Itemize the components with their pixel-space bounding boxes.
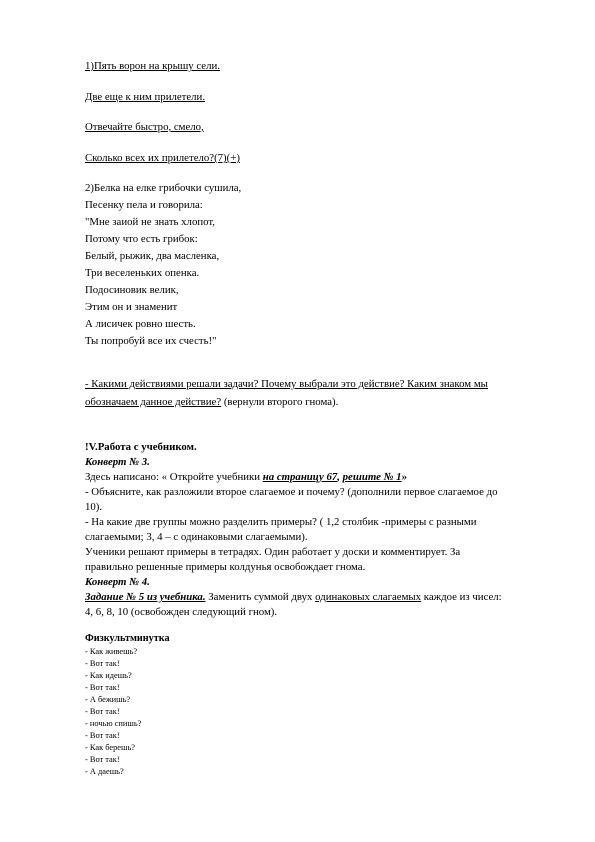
- fizminutka-line-4: - Вот так!: [85, 683, 120, 692]
- written-prefix: Здесь написано: « Откройте учебники: [85, 471, 263, 483]
- poem2-line-4: Потому что есть грибок:: [85, 233, 198, 245]
- task-text-1: Заменить суммой двух: [205, 591, 316, 603]
- fizminutka-line-10: - Вот так!: [85, 755, 120, 764]
- poem2-line-7: Подосиновик велик,: [85, 284, 179, 296]
- poem2-line-9: А лисичек ровно шесть.: [85, 318, 196, 330]
- task-text-2: каждое из чисел:: [421, 591, 502, 603]
- envelope-3-label: Конверт № 3.: [85, 456, 150, 468]
- q2-line-2: слагаемыми; 3, 4 – с одинаковыми слагаемыми).: [85, 531, 308, 543]
- poem1-line-4: Сколько всех их прилетело?(7)(+): [85, 152, 240, 164]
- poem2-line-3: "Мне заиой не знать хлопот,: [85, 216, 215, 228]
- section-heading: !V.Работа с учебником.: [85, 441, 197, 453]
- envelope-4-label: Конверт № 4.: [85, 576, 150, 588]
- question-line-1: - Какими действиями решали задачи? Почему выбрали это действие? Каким знаком мы: [85, 378, 488, 390]
- written-line: [85, 471, 407, 484]
- q1-line-1: - Объясните, как разложили второе слагаемое и почему? (дополнили первое слагаемое до: [85, 486, 498, 498]
- poem1-line-1: 1)Пять ворон на крышу сели.: [85, 60, 220, 72]
- written-comma: ,: [337, 471, 343, 483]
- poem2-line-2: Песенку пела и говорила:: [85, 199, 203, 211]
- fizminutka-line-3: - Как идешь?: [85, 671, 132, 680]
- q2-line-1: - На какие две группы можно разделить примеры? ( 1,2 столбик -примеры с разными: [85, 516, 477, 528]
- question-rest: (вернули второго гнома).: [221, 396, 339, 408]
- poem2-line-6: Три веселеньких опенка.: [85, 267, 200, 279]
- p1-line-2: правильно решенные примеры колдунья освобождает гнома.: [85, 561, 366, 573]
- poem1-line-2: Две еще к ним прилетели.: [85, 91, 206, 103]
- fizminutka-line-8: - Вот так!: [85, 731, 120, 740]
- poem2-line-10: Ты попробуй все их счесть!": [85, 335, 217, 347]
- fizminutka-line-9: - Как берешь?: [85, 743, 135, 752]
- solve-1-link[interactable]: решите № 1: [342, 471, 402, 483]
- poem2-line-1: 2)Белка на елке грибочки сушила,: [85, 182, 242, 194]
- poem2-line-8: Этим он и знаменит: [85, 301, 178, 313]
- written-suffix: »: [401, 471, 407, 483]
- q1-line-2: 10).: [85, 501, 103, 513]
- task-5-link[interactable]: Задание № 5 из учебника.: [85, 591, 206, 603]
- fizminutka-line-6: - Вот так!: [85, 707, 120, 716]
- fizminutka-line-2: - Вот так!: [85, 659, 120, 668]
- question-underlined: обозначаем данное действие?: [85, 396, 222, 408]
- page-67-link[interactable]: на страницу 67: [262, 471, 338, 483]
- task-line-1: [85, 591, 502, 604]
- fizminutka-line-1: - Как живешь?: [85, 647, 138, 656]
- same-addends-link[interactable]: одинаковых слагаемых: [315, 591, 422, 603]
- poem2-line-5: Белый, рыжик, два масленка,: [85, 250, 220, 262]
- poem1-line-3: Отвечайте быстро, смело,: [85, 121, 204, 133]
- fizminutka-line-11: - А даешь?: [85, 767, 124, 776]
- fizminutka-title: Физкультминутка: [85, 633, 170, 644]
- fizminutka-line-5: - А бежишь?: [85, 695, 131, 704]
- question-line-2: [85, 396, 338, 409]
- task-line-2: 4, 6, 8, 10 (освобожден следующий гном).: [85, 606, 278, 618]
- fizminutka-line-7: - ночью спишь?: [85, 719, 142, 728]
- p1-line-1: Ученики решают примеры в тетрадях. Один работает у доски и комментирует. За: [85, 546, 461, 558]
